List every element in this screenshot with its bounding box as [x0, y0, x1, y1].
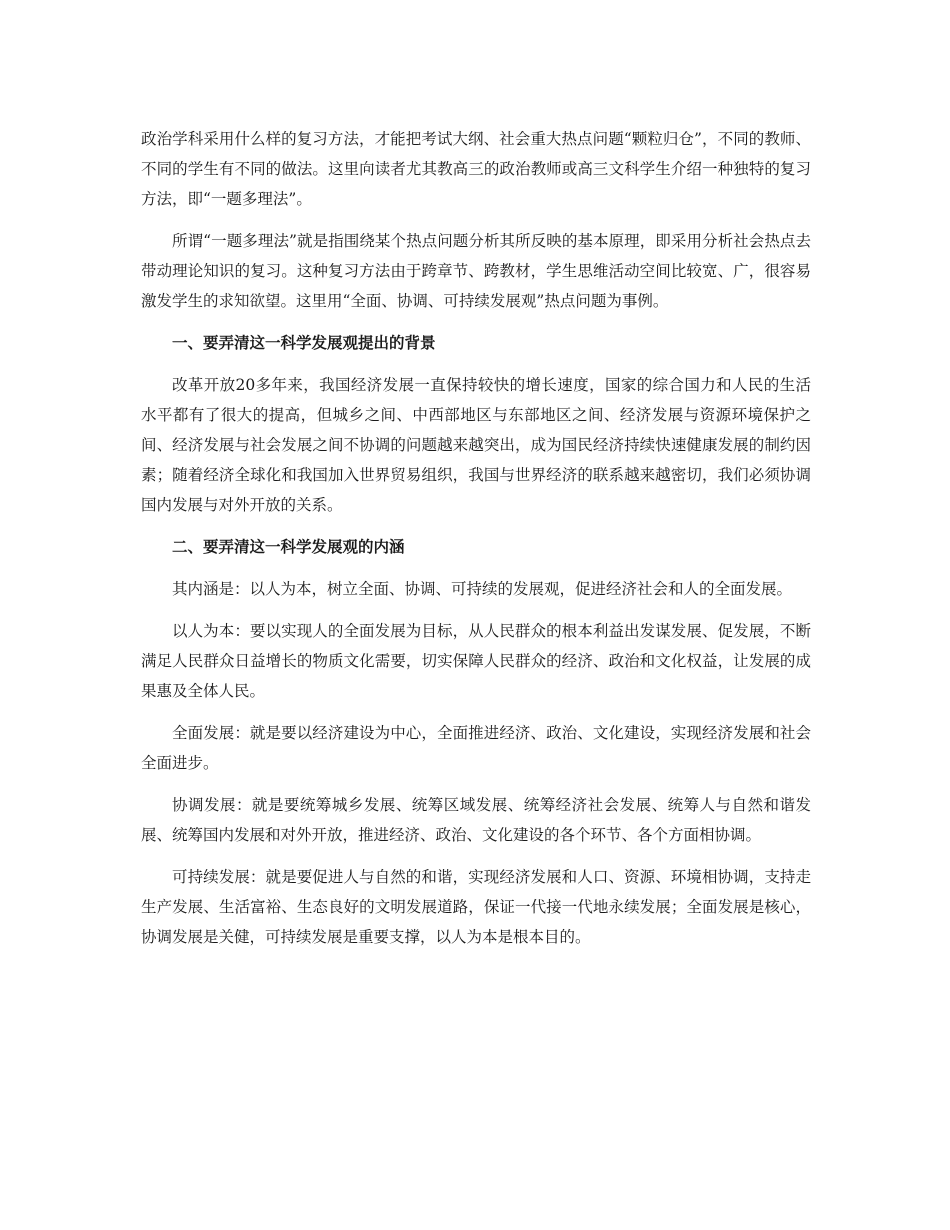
- definition-paragraph: 所谓“一题多理法”就是指围绕某个热点问题分析其所反映的基本原理，即采用分析社会热点去带动理论知识的复习。这种复习方法由于跨章节、跨教材，学生思维活动空间比较宽、广，很容易激发学生的求知欲望。这里用“全面、协调、可持续发展观”热点问题为事例。: [141, 232, 811, 310]
- connotation-paragraph: 其内涵是：以人为本，树立全面、协调、可持续的发展观，促进经济社会和人的全面发展。: [172, 580, 793, 598]
- document-body: [141, 124, 811, 952]
- comprehensive-development-paragraph: 全面发展：就是要以经济建设为中心，全面推进经济、政治、文化建设，实现经济发展和社会全面进步。: [141, 724, 811, 772]
- section-heading-background: 一、要弄清这一科学发展观提出的背景: [172, 333, 436, 352]
- sustainable-development-paragraph: 可持续发展：就是要促进人与自然的和谐，实现经济发展和人口、资源、环境相协调，支持走生产发展、生活富裕、生态良好的文明发展道路，保证一代接一代地永续发展；全面发展是核心，协调发展是关健，可持续发展是重要支撑，以人为本是根本目的。: [141, 868, 811, 946]
- background-paragraph: 改革开放20多年来，我国经济发展一直保持较快的增长速度，国家的综合国力和人民的生活水平都有了很大的提高，但城乡之间、中西部地区与东部地区之间、经济发展与资源环境保护之间、经济发展与社会发展之间不协调的问题越来越突出，成为国民经济持续快速健康发展的制约因素；随着经济全球化和我国加入世界贸易组织，我国与世界经济的联系越来越密切，我们必须协调国内发展与对外开放的关系。: [141, 376, 811, 514]
- section-heading-connotation: 二、要弄清这一科学发展观的内涵: [172, 537, 405, 556]
- coordinated-development-paragraph: 协调发展：就是要统筹城乡发展、统筹区域发展、统筹经济社会发展、统筹人与自然和谐发展、统筹国内发展和对外开放，推进经济、政治、文化建设的各个环节、各个方面相协调。: [141, 796, 811, 844]
- intro-paragraph: 政治学科采用什么样的复习方法，才能把考试大纲、社会重大热点问题“颗粒归仓”，不同的教师、不同的学生有不同的做法。这里向读者尤其教高三的政治教师或高三文科学生介绍一种独特的复习方法，即“一题多理法”。: [141, 130, 811, 208]
- people-oriented-paragraph: 以人为本：要以实现人的全面发展为目标，从人民群众的根本利益出发谋发展、促发展，不断满足人民群众日益增长的物质文化需要，切实保障人民群众的经济、政治和文化权益，让发展的成果惠及全体人民。: [141, 622, 811, 700]
